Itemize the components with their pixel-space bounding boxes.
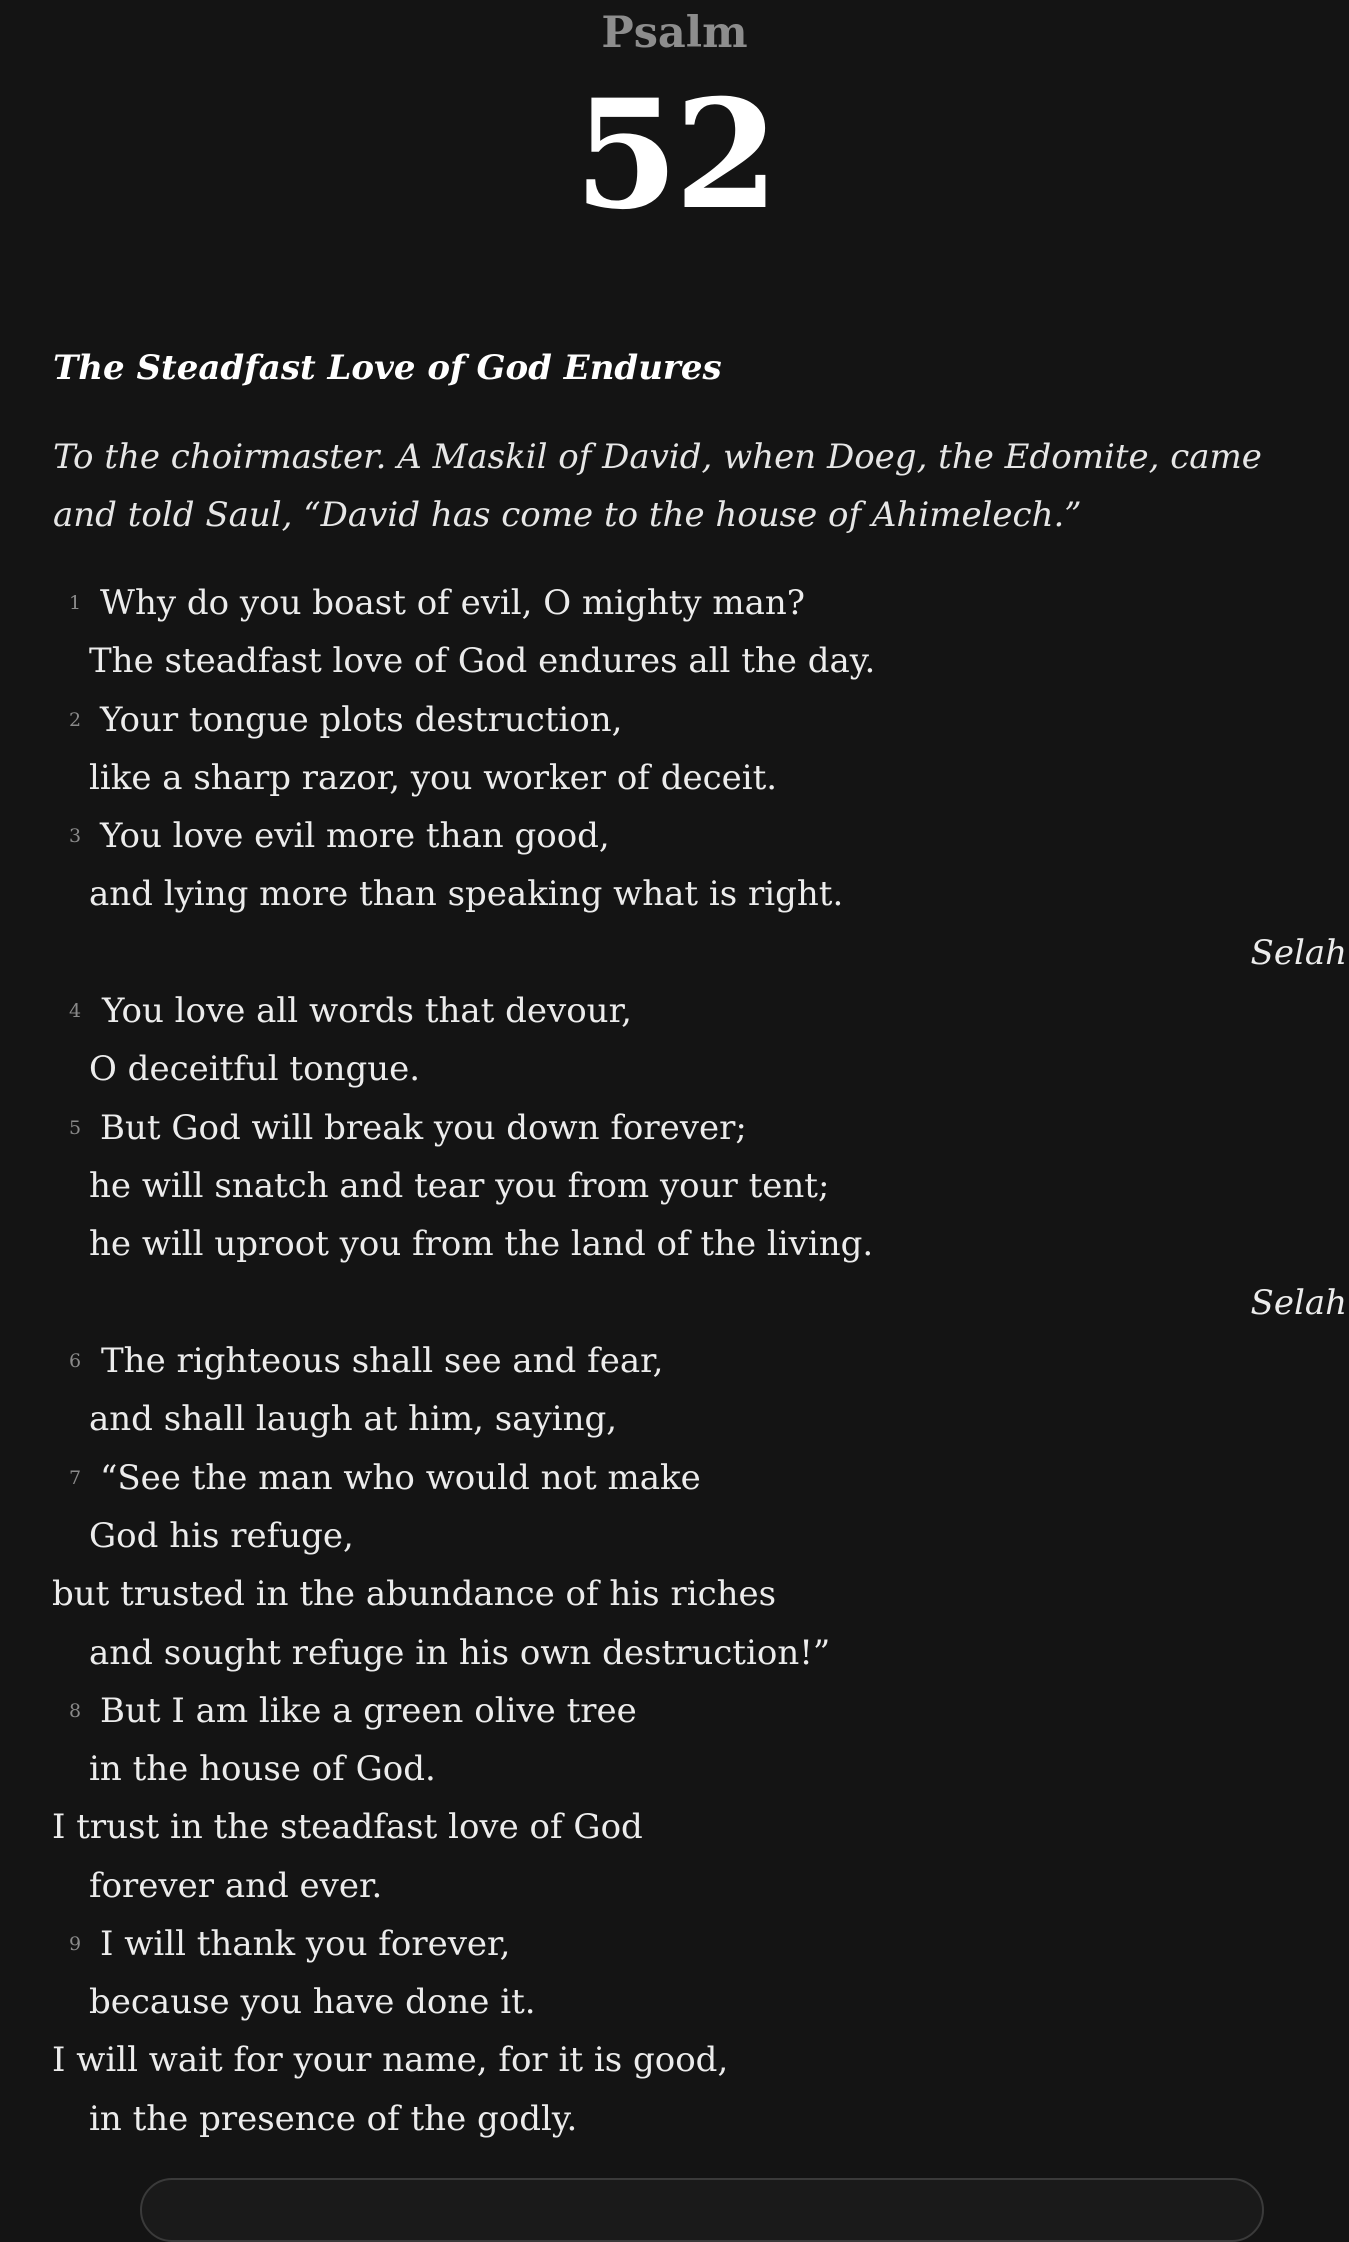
verse-line: God his refuge, <box>89 1516 354 1556</box>
verse-number[interactable]: 4 <box>69 1000 82 1022</box>
verse-number[interactable]: 5 <box>69 1117 82 1139</box>
verse-number[interactable]: 6 <box>69 1350 82 1372</box>
section-heading: The Steadfast Love of God Endures <box>53 348 722 388</box>
verse-number[interactable]: 7 <box>69 1467 82 1489</box>
verse-line: Why do you boast of evil, O mighty man? <box>100 583 806 623</box>
verse-line: in the house of God. <box>89 1749 436 1789</box>
verse-line: but trusted in the abundance of his riches <box>52 1574 777 1614</box>
verse-line: You love evil more than good, <box>100 816 610 856</box>
verse-number[interactable]: 9 <box>69 1933 82 1955</box>
psalm-superscription: To the choirmaster. A Maskil of David, when Doeg, the Edomite, came and told Saul, “David has come to the house of Ahimelech.” <box>53 437 1262 535</box>
verse-number[interactable]: 8 <box>69 1700 82 1722</box>
verse-number[interactable]: 3 <box>69 825 82 847</box>
verse-line: in the presence of the godly. <box>89 2099 578 2139</box>
verse-line: O deceitful tongue. <box>89 1049 421 1089</box>
verse-line: The steadfast love of God endures all the day. <box>89 641 876 681</box>
bottom-toolbar[interactable] <box>140 2178 1264 2242</box>
selah-marker: Selah <box>1250 1283 1347 1323</box>
verse-line: and sought refuge in his own destruction!” <box>89 1633 831 1673</box>
verse-line: forever and ever. <box>89 1866 383 1906</box>
verse-line: “See the man who would not make <box>100 1458 701 1498</box>
chapter-number: 52 <box>574 67 775 243</box>
verse-line: because you have done it. <box>89 1982 536 2022</box>
verse-line: he will snatch and tear you from your tent; <box>89 1166 830 1206</box>
verse-line: he will uproot you from the land of the living. <box>89 1224 874 1264</box>
verse-line: Your tongue plots destruction, <box>100 700 623 740</box>
verse-line: But I am like a green olive tree <box>100 1691 637 1731</box>
verse-line: I will wait for your name, for it is good, <box>52 2040 729 2080</box>
verse-number[interactable]: 2 <box>69 709 82 731</box>
verse-line: But God will break you down forever; <box>100 1108 747 1148</box>
verse-line: and lying more than speaking what is right. <box>89 874 844 914</box>
verse-line: I trust in the steadfast love of God <box>52 1807 643 1847</box>
book-title: Psalm <box>601 8 748 58</box>
verse-line: You love all words that devour, <box>102 991 632 1031</box>
verse-number[interactable]: 1 <box>69 592 82 614</box>
verse-line: and shall laugh at him, saying, <box>89 1399 618 1439</box>
selah-marker: Selah <box>1250 933 1347 973</box>
verse-line: I will thank you forever, <box>100 1924 511 1964</box>
verse-line: like a sharp razor, you worker of deceit. <box>89 758 778 798</box>
verse-line: The righteous shall see and fear, <box>101 1341 664 1381</box>
